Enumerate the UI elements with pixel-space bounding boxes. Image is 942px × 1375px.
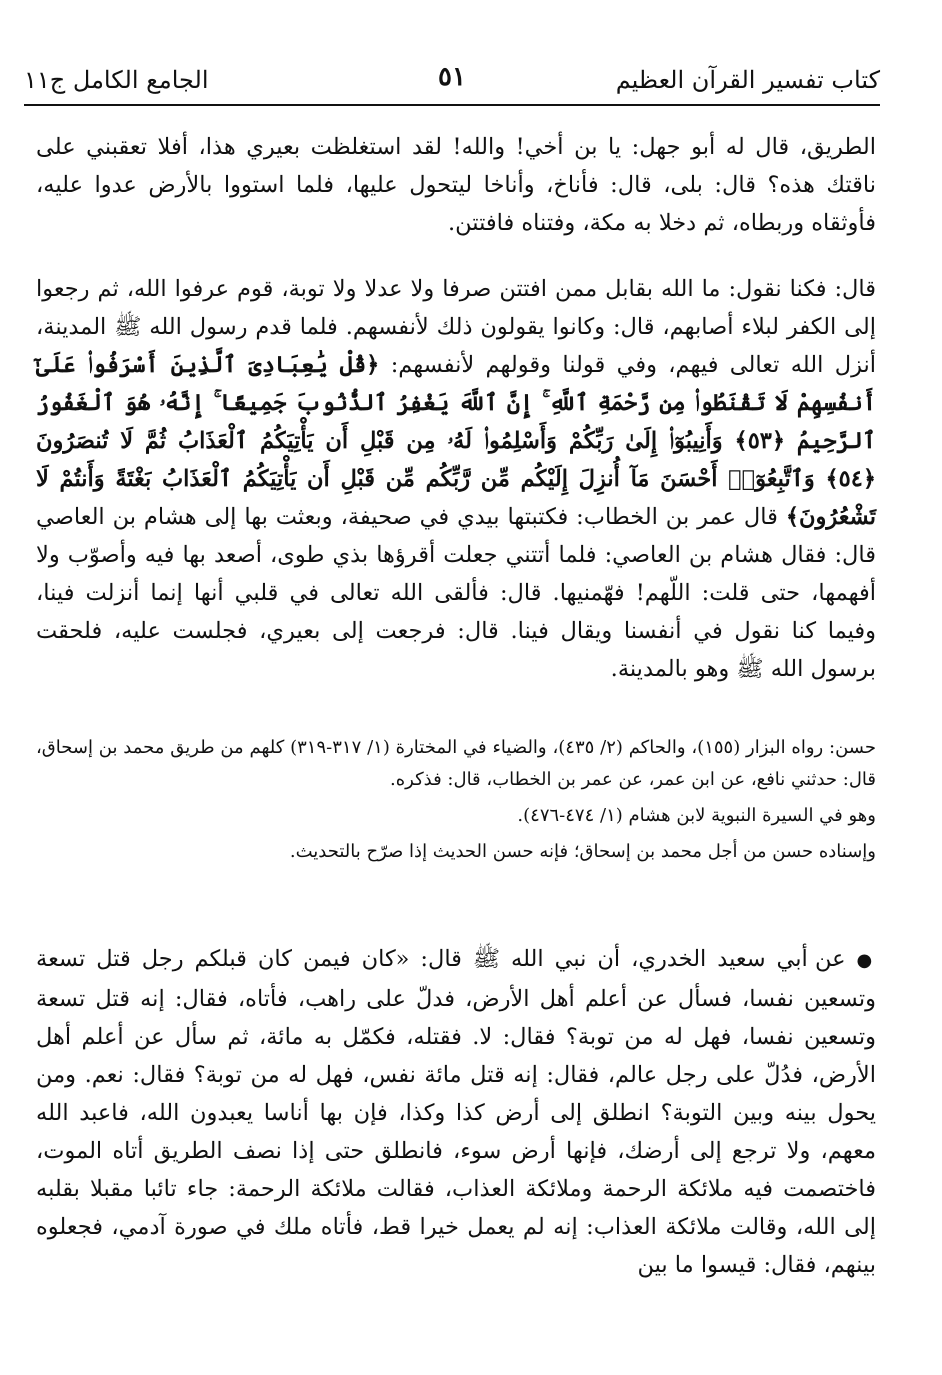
paragraph-1 [36, 128, 876, 242]
page-header [24, 58, 880, 98]
footnotes [36, 732, 876, 872]
quran-verses: ﴿قُلْ يَٰعِبَادِىَ ٱلَّذِينَ أَسْرَفُوا۟ عَلَىٰٓ أَنفُسِهِمْ لَا تَقْنَطُوا۟ مِن رَّحْمَةِ ٱللَّهِ ۚ إِنَّ ٱللَّهَ يَغْفِرُ ٱلذُّنُوبَ جَمِيعًا ۚ إِنَّهُۥ هُوَ ٱلْغَفُورُ ٱلرَّحِيمُ ﴿٥٣﴾ وَأَنِيبُوٓا۟ إِلَىٰ رَبِّكُمْ وَأَسْلِمُوا۟ لَهُۥ مِن قَبْلِ أَن يَأْتِيَكُمُ ٱلْعَذَابُ ثُمَّ لَا تُنصَرُونَ ﴿٥٤﴾ وَٱتَّبِعُوٓا۟ أَحْسَنَ مَآ أُنزِلَ إِلَيْكُم مِّن رَّبِّكُم مِّن قَبْلِ أَن يَأْتِيَكُمُ ٱلْعَذَابُ بَغْتَةً وَأَنتُمْ لَا تَشْعُرُونَ﴾ [36, 352, 876, 530]
paragraph-1-text: الطريق، قال له أبو جهل: يا بن أخي! والله! لقد استغلظت بعيري هذا، أفلا تعقبني على ناقتك هذه؟ قال: بلى، قال: فأناخ، وأناخا ليتحول عليها، فلما استووا بالأرض عدوا عليه، فأوثقاه وربطاه، ثم دخلا به مكة، وفتناه فافتتن. [36, 134, 876, 236]
paragraph-2-block [36, 270, 876, 688]
paragraph-2-rest: قال عمر بن الخطاب: فكتبتها بيدي في صحيفة، وبعثت بها إلى هشام بن العاصي قال: فقال هشام بن العاصي: فلما أتتني جعلت أقرؤها بذي طوى، أصعد بها فيه وأصوّب ولا أفهمها، حتى قلت: اللّهم! فهّمنيها. قال: فألقى الله تعالى في قلبي أنها إنما أنزلت فينا، وفيما كنا نقول في أنفسنا ويقال فينا. قال: فرجعت إلى بعيري، فجلست عليه، فلحقت برسول الله ﷺ وهو بالمدينة. [36, 504, 876, 682]
page-number: ٥١ [438, 62, 466, 92]
paragraph-2 [36, 270, 876, 688]
footnote-1: حسن: رواه البزار (١٥٥)، والحاكم (٢/ ٤٣٥)، والضياء في المختارة (١/ ٣١٧-٣١٩) كلهم من طريق محمد بن إسحاق، قال: حدثني نافع، عن ابن عمر، عن عمر بن الخطاب، قال: فذكره. [36, 737, 876, 790]
hadith-text: عن أبي سعيد الخدري، أن نبي الله ﷺ قال: «كان فيمن كان قبلكم رجل قتل تسعة وتسعين نفسا، فسأل عن أعلم أهل الأرض، فدلّ على راهب، فأتاه، فقال: إنه قتل تسعة وتسعين نفسا، فهل له من توبة؟ فقال: لا. فقتله، فكمّل به مائة، ثم سأل عن أعلم أهل الأرض، فدُلّ على رجل عالم، فقال: إنه قتل مائة نفس، فهل له من توبة؟ فقال: نعم. ومن يحول بينه وبين التوبة؟ انطلق إلى أرض كذا وكذا، فإن بها أناسا يعبدون الله، فاعبد الله معهم، ولا ترجع إلى أرضك، فإنها أرض سوء، فانطلق حتى إذا نصف الطريق أتاه الموت، فاختصمت فيه ملائكة الرحمة وملائكة العذاب، فقالت ملائكة الرحمة: جاء تائبا مقبلا بقلبه إلى الله، وقالت ملائكة العذاب: إنه لم يعمل خيرا قط، فأتاه ملك في صورة آدمي، فجعلوه بينهم، فقال: قيسوا ما بين [36, 946, 876, 1278]
hadith-block [36, 940, 876, 1284]
book-title: كتاب تفسير القرآن العظيم [615, 66, 880, 94]
footnote-2: وهو في السيرة النبوية لابن هشام (١/ ٤٧٤-٤٧٦). [517, 805, 876, 826]
header-rule [24, 104, 880, 106]
volume-label: الجامع الكامل ج١١ [24, 66, 209, 94]
footnote-3: وإسناده حسن من أجل محمد بن إسحاق؛ فإنه حسن الحديث إذا صرّح بالتحديث. [289, 841, 876, 862]
bullet-icon: ● [856, 950, 876, 971]
paragraph-2-intro: قال: فكنا نقول: ما الله بقابل ممن افتتن صرفا ولا عدلا ولا توبة، قوم عرفوا الله، ثم رجعوا إلى الكفر لبلاء أصابهم، قال: وكانوا يقولون ذلك لأنفسهم. فلما قدم رسول الله ﷺ المدينة، أنزل الله تعالى فيهم، وفي قولنا وقولهم لأنفسهم: [36, 276, 876, 378]
hadith-paragraph [36, 940, 876, 1284]
